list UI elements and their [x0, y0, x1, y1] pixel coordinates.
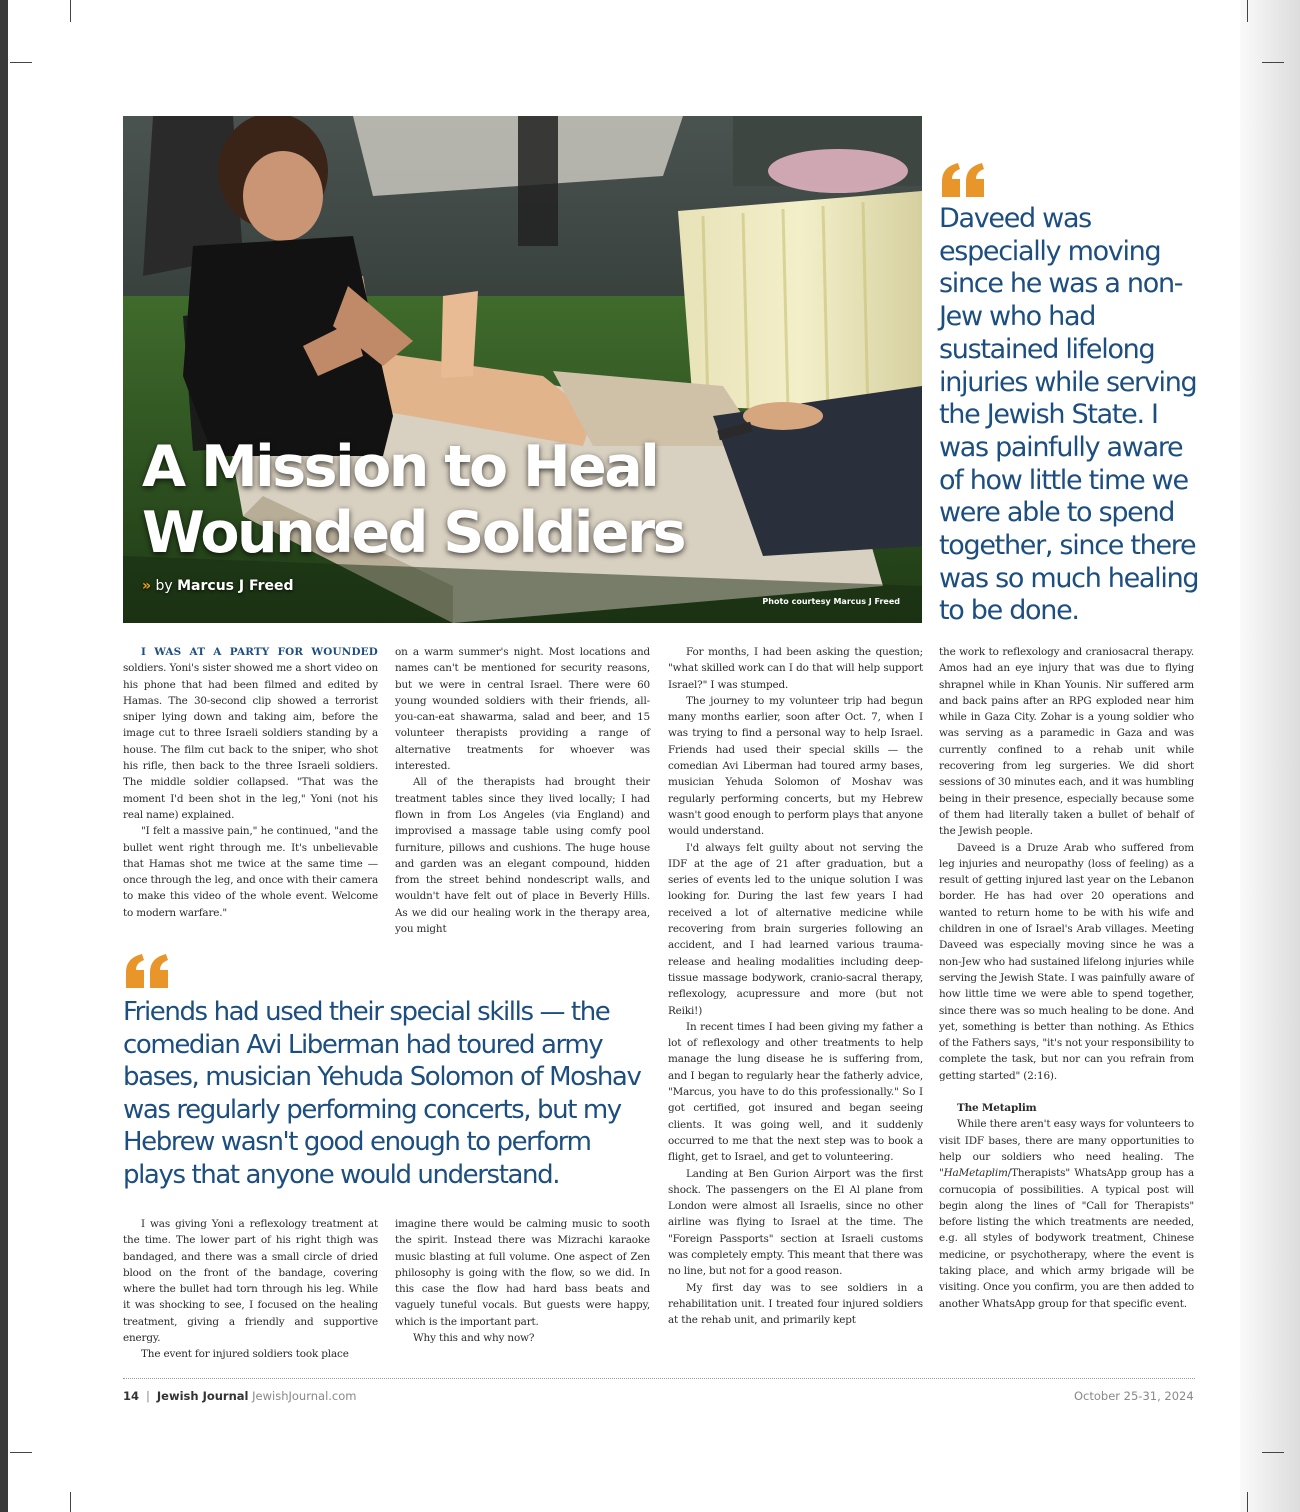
body-paragraph: The journey to my volunteer trip had begun many months earlier, soon after Oct. 7, when I was trying to find a personal way to help Israel. Friends had used their special skills — the comedian Avi Liberman had toured army bases, musician Yehuda Solomon of Moshav was regularly performing concerts, but my Hebrew wasn't good enough to perform plays that anyone would understand.: [668, 694, 923, 838]
body-paragraph: The event for injured soldiers took place: [141, 1348, 349, 1361]
footer-rule: [123, 1378, 1195, 1379]
headline-line-2: Wounded Soldiers: [142, 500, 685, 566]
footer-left: [123, 1389, 357, 1403]
crop-mark: [10, 62, 32, 63]
byline: [142, 578, 294, 594]
quote-mark-icon: [124, 954, 170, 988]
article-column-4: [939, 644, 1194, 1312]
crop-mark: [70, 0, 71, 22]
crop-mark: [1262, 1452, 1284, 1453]
page-edge: [0, 0, 8, 1512]
body-paragraph: imagine there would be calming music to sooth the spirit. Instead there was Mizrachi karaoke music blasting at full volume. One aspect of Zen philosophy is going with the flow, so we did. In this case the flow had hard bass beats and vaguely tuneful vocals. But guests were happy, which is the important part.: [395, 1218, 650, 1328]
pull-quote-left: Friends had used their special skills — the comedian Avi Liberman had toured army bases, musician Yehuda Solomon of Moshav was regularly performing concerts, but my Hebrew wasn't good enough to perform plays that anyone would understand.: [123, 997, 641, 1190]
photo-credit: Photo courtesy Marcus J Freed: [762, 597, 900, 606]
body-text: /Therapists" WhatsApp group has a cornucopia of possibilities. A typical post will begin along the lines of "Call for Therapists" before listing the which treatments are needed, e.g. all styles of bodywork treatment, Chinese medicine, or psychotherapy, where the event is taking place, and which army brigade will be visiting. Once you confirm, you are then added to another WhatsApp group for that specific event.: [939, 1167, 1194, 1310]
body-paragraph: the work to reflexology and craniosacral therapy. Amos had an eye injury that was due to flying shrapnel while in Khan Younis. Nir suffered arm and back pains after an RPG exploded near him while in Gaza City. Zohar is a young soldier who was serving as a paramedic in Gaza and was currently confined to a rehab unit while recovering from leg surgeries. We did short sessions of 30 minutes each, and it was humbling being in their presence, especially because some of them had literally taken a bullet of behalf of the Jewish people.: [939, 646, 1194, 838]
article-column-1-continued: [123, 1216, 378, 1363]
article-lead-in: I WAS AT A PARTY FOR WOUNDED: [141, 646, 378, 658]
body-paragraph: soldiers. Yoni's sister showed me a short video on his phone that had been filmed and edited by Hamas. The 30-second clip showed a terrorist sniper lying down and taking aim, before the image cut to three Israeli soldiers standing by a house. The film cut back to the sniper, who shot his rifle, then back to the three Israeli soldiers. The middle soldier collapsed. "That was the moment I'd been shot in the leg," Yoni (not his real name) explained.: [123, 662, 378, 821]
crop-mark: [1247, 0, 1248, 22]
body-paragraph: on a warm summer's night. Most locations and names can't be mentioned for security reasons, but we were in central Israel. There were 60 young wounded soldiers with their friends, all-you-can-eat shawarma, salad and beer, and 15 volunteer therapists providing a range of alternative treatments for whoever was interested.: [395, 646, 650, 773]
article-column-2-continued: [395, 1216, 650, 1346]
crop-mark: [70, 1492, 71, 1512]
hero-photo: [123, 116, 922, 623]
body-paragraph: "I felt a massive pain," he continued, "and the bullet went right through me. It's unbelievable that Hamas shot me twice at the same time — once through the leg, and once with their camera to make this video of the whole event. Welcome to modern warfare.": [123, 825, 378, 919]
body-paragraph: I was giving Yoni a reflexology treatment at the time. The lower part of his right thigh was bandaged, and there was a small circle of dried blood on the front of the bandage, covering where the bullet had torn through his leg. While it was shocking to see, I focused on the healing treatment, giving a friendly and supportive energy.: [123, 1218, 378, 1345]
body-paragraph: Daveed is a Druze Arab who suffered from leg injuries and neuropathy (loss of feeling) as a result of getting injured last year on the Lebanon border. He has had over 20 operations and wanted to return home to be with his wife and children in one of Israel's Arab villages. Meeting Daveed was especially moving since he was a non-Jew who had sustained lifelong injuries while serving the Jewish State. I was painfully aware of how little time we were able to spend together, since there was so much healing to be done. And yet, something is better than nothing. As Ethics of the Fathers says, "it's not your responsibility to complete the task, but nor can you refrain from getting started" (2:16).: [939, 841, 1194, 1082]
issue-date: October 25-31, 2024: [1074, 1389, 1194, 1403]
body-paragraph: My first day was to see soldiers in a rehabilitation unit. I treated four injured soldiers at the rehab unit, and primarily kept: [668, 1281, 923, 1327]
body-paragraph: All of the therapists had brought their treatment tables since they lived locally; I had flown in from Los Angeles (via England) and improvised a massage table using comfy pool furniture, pillows and cushions. The huge house and garden was an elegant compound, hidden from the street behind nondescript walls, and wouldn't have felt out of place in Beverly Hills. As we did our healing work in the therapy area, you might: [395, 776, 650, 936]
body-paragraph: [939, 1116, 1194, 1312]
article-column-3: [668, 644, 923, 1328]
crop-mark: [1247, 1492, 1248, 1512]
author-name: Marcus J Freed: [177, 578, 294, 594]
body-paragraph: Landing at Ben Gurion Airport was the first shock. The passengers on the El Al plane from London were almost all Israelis, since no other airline was flying to Israel at the time. The "Foreign Passports" section at Israeli customs was completely empty. This meant that there was no line, but not for a good reason.: [668, 1167, 923, 1278]
byline-chevron-icon: »: [142, 578, 152, 594]
article-headline: [142, 434, 684, 566]
body-paragraph: Why this and why now?: [413, 1332, 535, 1345]
body-text: While there aren't easy ways for volunteers to visit IDF bases, there are many opportunities to help our soldiers who need healing. The ": [939, 1118, 1194, 1180]
crop-mark: [10, 1452, 32, 1453]
viewer-background: [1240, 0, 1300, 1512]
body-paragraph: I'd always felt guilty about not serving the IDF at the age of 21 after graduation, but a series of events led to the unique solution I was looking for. During the last few years I had received a lot of alternative medicine while recovering from brain surgeries following an accident, and I had learned various trauma-release and healing modalities including deep-tissue massage bodywork, cranio-sacral therapy, reflexology, acupressure and more (but not Reiki!): [668, 841, 923, 1017]
page-number: 14: [123, 1389, 140, 1403]
publication-website: JewishJournal.com: [252, 1389, 357, 1403]
body-emphasis: HaMetaplim: [943, 1167, 1008, 1180]
footer-separator: |: [146, 1389, 150, 1403]
article-column-2: [395, 644, 650, 937]
pull-quote-right: Daveed was especially moving since he was a non-Jew who had sustained lifelong injuries while serving the Jewish State. I was painfully aware of how little time we were able to spend together, since there was so much healing to be done.: [939, 203, 1199, 627]
publication-name: Jewish Journal: [156, 1389, 249, 1403]
crop-mark: [1262, 62, 1284, 63]
quote-mark-icon: [940, 163, 986, 197]
headline-line-1: A Mission to Heal: [142, 434, 658, 500]
body-paragraph: In recent times I had been giving my father a lot of reflexology and other treatments to help manage the lung disease he is suffering from, and I began to regularly hear the fatherly advice, "Marcus, you have to do this professionally." So I got certified, got insured and began seeing clients. It was going well, and it suddenly occurred to me that the next step was to book a flight, get to Israel, and get to volunteering.: [668, 1020, 923, 1164]
section-subhead: The Metaplim: [957, 1102, 1037, 1115]
byline-prefix: by: [155, 578, 173, 594]
article-column-1: [123, 644, 378, 921]
body-paragraph: For months, I had been asking the question; "what skilled work can I do that will help support Israel?" I was stumped.: [668, 646, 923, 691]
